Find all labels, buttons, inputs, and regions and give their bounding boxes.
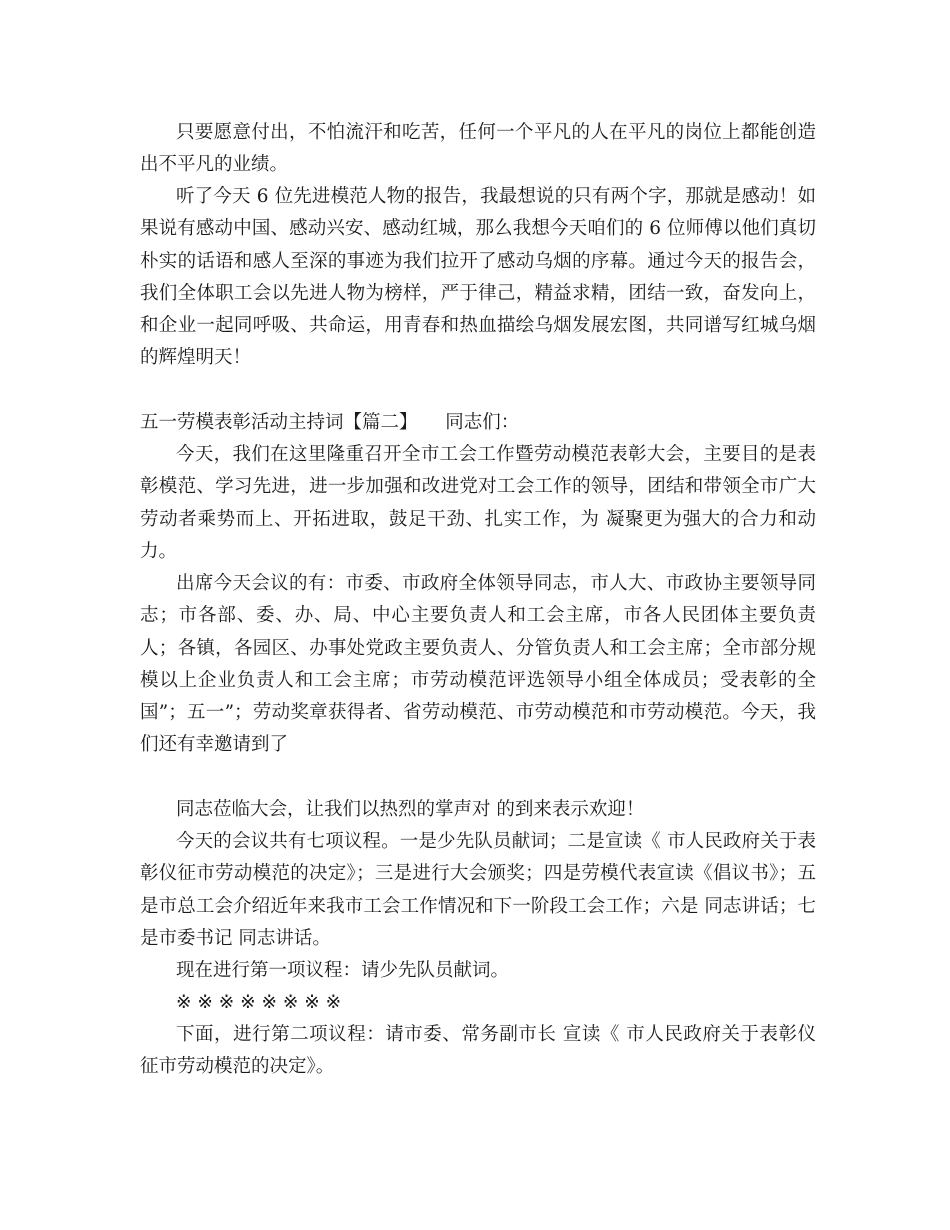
paragraph-report-reflection: 听了今天 6 位先进模范人物的报告，我最想说的只有两个字，那就是感动！如果说有感动中国、感动兴安、感动红城，那么我想今天咱们的 6 位师傅以他们真切朴实的话语和感人至深的事迹为我们拉开了感动乌烟的序幕。通过今天的报告会，我们全体职工会以先进人物为榜样，严于律己，精益求精，团结一致，奋发向上，和企业一起同呼吸、共命运，用青春和热血描绘乌烟发展宏图，共同谱写红城乌烟的辉煌明天！ — [140, 186, 816, 369]
paragraph-dedication: 只要愿意付出，不怕流汗和吃苦，任何一个平凡的人在平凡的岗位上都能创造出不平凡的业绩。 — [140, 122, 816, 176]
paragraph-meeting-purpose: 今天，我们在这里隆重召开全市工会工作暨劳动模范表彰大会，主要目的是表彰模范、学习先进，进一步加强和改进党对工会工作的领导，团结和带领全市广大劳动者乘势而上、开拓进取，鼓足干劲、扎实工作，为 凝聚更为强大的合力和动力。 — [140, 444, 816, 562]
paragraph-welcome: 同志莅临大会，让我们以热烈的掌声对 的到来表示欢迎！ — [176, 799, 645, 820]
section-heading-part-two: 五一劳模表彰活动主持词【篇二】 同志们： — [140, 412, 520, 433]
paragraph-second-item: 下面，进行第二项议程：请市委、常务副市长 宣读《 市人民政府关于表彰仪征市劳动模范的决定》。 — [140, 1024, 816, 1078]
paragraph-agenda: 今天的会议共有七项议程。一是少先队员献词；二是宣读《 市人民政府关于表彰仪征市劳动模范的决定》；三是进行大会颁奖；四是劳模代表宣读《倡议书》；五是市总工会介绍近年来我市工会工作情况和下一阶段工会工作；六是 同志讲话；七是市委书记 同志讲话。 — [140, 831, 816, 949]
paragraph-attendees: 出席今天会议的有：市委、市政府全体领导同志，市人大、市政协主要领导同志；市各部、委、办、局、中心主要负责人和工会主席，市各人民团体主要负责人；各镇，各园区、办事处党政主要负责人、分管负责人和工会主席；全市部分规模以上企业负责人和工会主席；市劳动模范评选领导小组全体成员；受表彰的全国”；五一”；劳动奖章获得者、省劳动模范、市劳动模范和市劳动模范。今天，我们还有幸邀请到了 — [140, 573, 816, 756]
separator-marks: ※ ※ ※ ※ ※ ※ ※ ※ — [176, 992, 342, 1013]
paragraph-first-item: 现在进行第一项议程：请少先队员献词。 — [176, 960, 510, 981]
